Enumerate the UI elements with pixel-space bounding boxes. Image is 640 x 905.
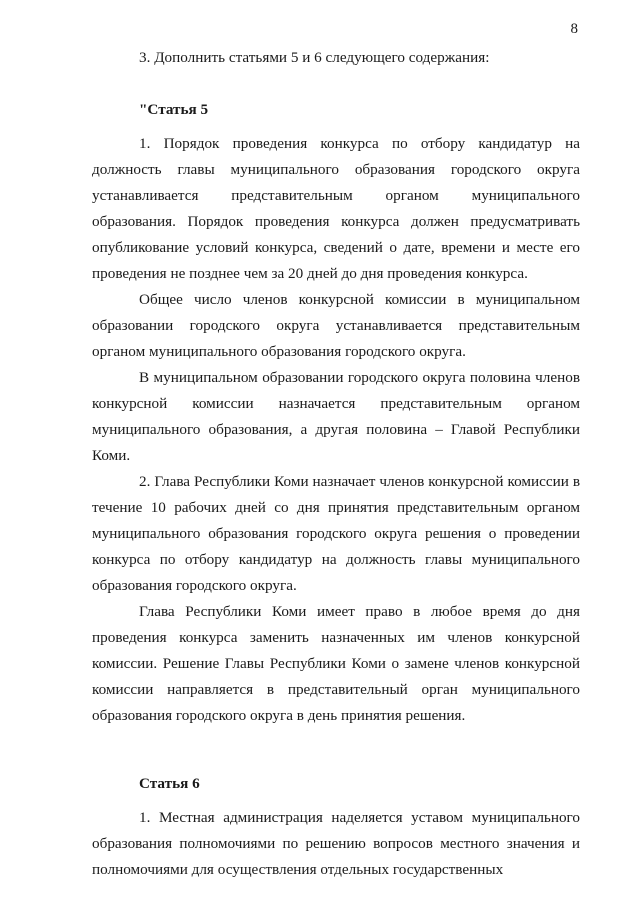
page-number: 8	[570, 21, 578, 37]
article-5-paragraph-3: В муниципальном образовании городского округа половина членов конкурсной комиссии назначается представительным органом муниципального образования, а другая половина – Главой Республики Коми.	[92, 369, 580, 464]
article-5-paragraph-1: 1. Порядок проведения конкурса по отбору кандидатур на должность главы муниципального образования городского округа устанавливается представительным органом муниципального образования. Порядок проведения конкурса должен предусматривать опубликование условий конкурса, сведений о дате, времени и месте его проведения не позднее чем за 20 дней до дня проведения конкурса.	[92, 135, 580, 282]
article-5-heading: "Статья 5	[139, 101, 209, 118]
article-5-paragraph-2: Общее число членов конкурсной комиссии в муниципальном образовании городского округа устанавливается представительным органом муниципального образования городского округа.	[92, 291, 580, 360]
article-6-heading: Статья 6	[139, 775, 200, 792]
article-5-paragraph-5: Глава Республики Коми имеет право в любое время до дня проведения конкурса заменить назначенных им членов конкурсной комиссии. Решение Главы Республики Коми о замене членов конкурсной комиссии направляется в представительный орган муниципального образования городского округа в день принятия решения.	[92, 603, 580, 724]
spacer	[92, 123, 580, 131]
spacer	[92, 797, 580, 805]
intro-paragraph: 3. Дополнить статьями 5 и 6 следующего содержания:	[139, 49, 490, 66]
document-body	[92, 45, 580, 883]
article-6-paragraph-1: 1. Местная администрация наделяется уставом муниципального образования полномочиями по решению вопросов местного значения и полномочиями для осуществления отдельных государственных	[92, 809, 580, 878]
spacer	[92, 71, 580, 97]
spacer	[92, 729, 580, 771]
article-5-paragraph-4: 2. Глава Республики Коми назначает членов конкурсной комиссии в течение 10 рабочих дней со дня принятия представительным органом муниципального образования городского округа решения о проведении конкурса по отбору кандидатур на должность главы муниципального образования городского округа.	[92, 473, 580, 594]
